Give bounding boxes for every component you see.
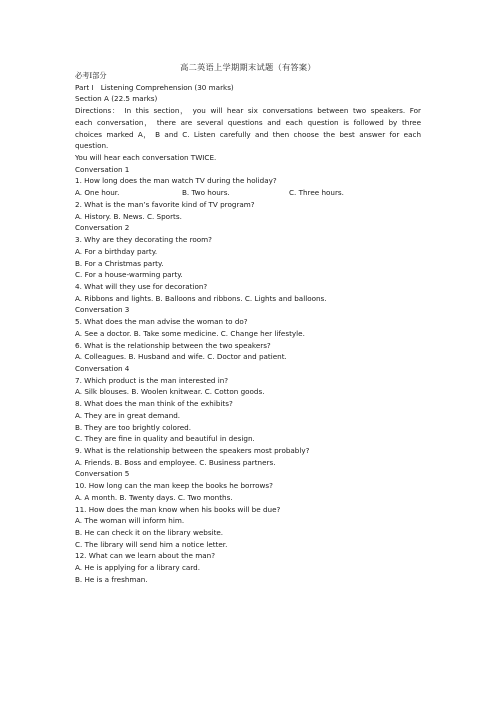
text-line: You will hear each conversation TWICE.: [75, 153, 217, 163]
question-line: 2. What is the man’s favorite kind of TV program?: [75, 199, 255, 209]
question-line: 12. What can we learn about the man?: [75, 551, 216, 561]
part-heading: Part Ⅰ Listening Comprehension (30 marks): [75, 82, 234, 92]
question-line: 10. How long can the man keep the books he borrows?: [75, 481, 273, 491]
answer-options-line: A. See a doctor. B. Take some medicine. C. Change her lifestyle.: [75, 328, 305, 338]
question-line: 3. Why are they decorating the room?: [75, 235, 212, 245]
answer-options-line: A. They are in great demand.: [75, 410, 181, 420]
answer-options-line: A. Silk blouses. B. Woolen knitwear. C. Cotton goods.: [75, 387, 265, 397]
answer-options-line: B. They are too brightly colored.: [75, 422, 192, 432]
conversation-heading: Conversation 5: [75, 469, 130, 479]
conversation-heading: Conversation 3: [75, 305, 130, 315]
answer-options-line: A. Friends. B. Boss and employee. C. Business partners.: [75, 457, 276, 467]
answer-options-line: C. The library will send him a notice letter.: [75, 539, 228, 549]
question-line: 5. What does the man advise the woman to do?: [75, 317, 248, 327]
answer-options-line: B. For a Christmas party.: [75, 258, 164, 268]
answer-options-line: C. For a house-warming party.: [75, 270, 183, 280]
option-a: A. One hour.: [75, 188, 120, 198]
answer-options-line: A. The woman will inform him.: [75, 516, 185, 526]
answer-options-line: A. Ribbons and lights. B. Balloons and ribbons. C. Lights and balloons.: [75, 293, 327, 303]
q1-options: [75, 187, 421, 199]
section-a-heading: Section A (22.5 marks): [75, 94, 158, 104]
answer-options-line: A. A month. B. Twenty days. C. Two months.: [75, 492, 233, 502]
section-heading: 必考Ⅰ部分: [75, 71, 107, 80]
question-line: 6. What is the relationship between the two speakers?: [75, 340, 271, 350]
answer-options-line: A. He is applying for a library card.: [75, 563, 200, 573]
answer-options-line: C. They are fine in quality and beautiful in design.: [75, 434, 255, 444]
document-title: 高二英语上学期期末试题（有答案）: [180, 62, 316, 72]
answer-options-line: B. He can check it on the library website.: [75, 528, 224, 538]
question-list: [75, 199, 421, 586]
directions-paragraph: Directions： In this section， you will hear six conversations between two speakers. For each conversation， there are several questions and each question is followed by three choices marked A， B and C. Listen carefully and then choose the best answer for each question.: [75, 106, 421, 151]
conversation-heading: Conversation 4: [75, 363, 130, 373]
answer-options-line: A. History. B. News. C. Sports.: [75, 211, 182, 221]
question-line: 11. How does the man know when his books will be due?: [75, 504, 281, 514]
document-body: [75, 70, 421, 586]
answer-options-line: B. He is a freshman.: [75, 574, 148, 584]
question-line: 4. What will they use for decoration?: [75, 281, 208, 291]
option-b: B. Two hours.: [182, 188, 230, 198]
question-line: 8. What does the man think of the exhibits?: [75, 399, 233, 409]
question-line: 1. How long does the man watch TV during the holiday?: [75, 176, 277, 186]
conversation-heading: Conversation 1: [75, 164, 130, 174]
question-line: 7. Which product is the man interested in?: [75, 375, 229, 385]
answer-options-line: A. Colleagues. B. Husband and wife. C. Doctor and patient.: [75, 352, 287, 362]
option-c: C. Three hours.: [289, 188, 344, 198]
answer-options-line: A. For a birthday party.: [75, 246, 158, 256]
question-line: 9. What is the relationship between the speakers most probably?: [75, 446, 310, 455]
conversation-heading: Conversation 2: [75, 223, 130, 233]
